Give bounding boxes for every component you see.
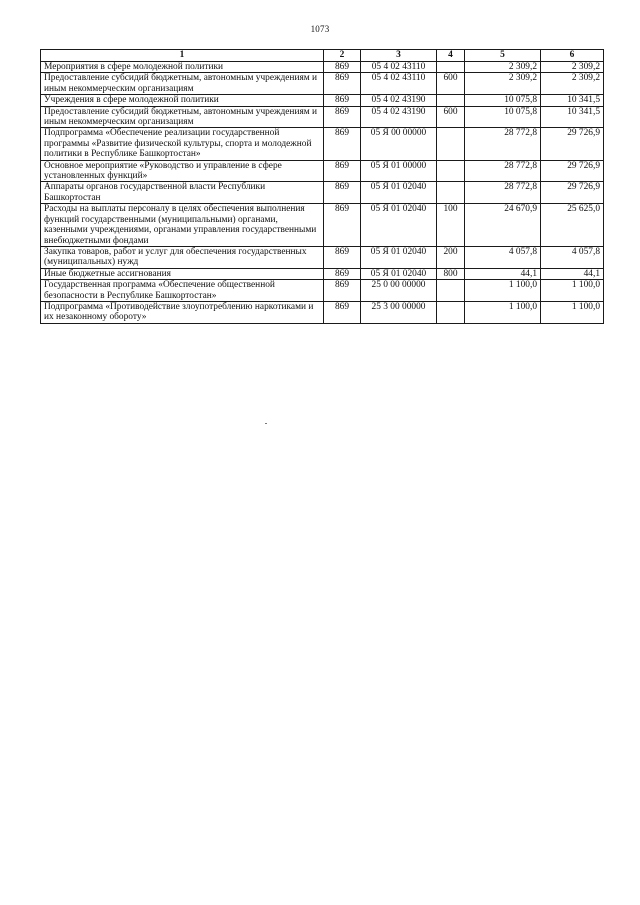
header-col-3: 3: [361, 50, 437, 62]
row-gr-cell: 869: [324, 62, 361, 73]
row-amount-1-cell: 10 075,8: [465, 95, 541, 106]
row-cs-cell: 05 Я 01 02040: [361, 268, 437, 279]
header-col-6: 6: [541, 50, 604, 62]
header-col-1: 1: [41, 50, 324, 62]
table-row: [41, 268, 604, 279]
row-cs-cell: 05 Я 01 00000: [361, 160, 437, 182]
row-amount-1-cell: 44,1: [465, 268, 541, 279]
table-row: [41, 62, 604, 73]
table-row: [41, 246, 604, 268]
row-gr-cell: 869: [324, 182, 361, 204]
row-vr-cell: [437, 160, 465, 182]
row-cs-cell: 05 Я 01 02040: [361, 204, 437, 247]
table-row: [41, 73, 604, 95]
row-cs-cell: 05 Я 01 02040: [361, 182, 437, 204]
header-col-5: 5: [465, 50, 541, 62]
row-cs-cell: 05 4 02 43190: [361, 95, 437, 106]
row-amount-1-cell: 4 057,8: [465, 246, 541, 268]
row-gr-cell: 869: [324, 280, 361, 302]
header-col-2: 2: [324, 50, 361, 62]
row-vr-cell: [437, 128, 465, 160]
row-vr-cell: [437, 62, 465, 73]
row-vr-cell: 800: [437, 268, 465, 279]
row-vr-cell: 100: [437, 204, 465, 247]
row-amount-2-cell: 4 057,8: [541, 246, 604, 268]
row-name-cell: Предоставление субсидий бюджетным, автономным учреждениям и иным некоммерческим организациям: [41, 73, 324, 95]
row-cs-cell: 05 4 02 43110: [361, 62, 437, 73]
budget-table: [40, 49, 604, 324]
row-name-cell: Подпрограмма «Обеспечение реализации государственной программы «Развитие физической культуры, спорта и молодежной политики в Республике Башкортостан»: [41, 128, 324, 160]
table-row: [41, 106, 604, 128]
row-name-cell: Учреждения в сфере молодежной политики: [41, 95, 324, 106]
row-vr-cell: 600: [437, 73, 465, 95]
row-name-cell: Аппараты органов государственной власти Республики Башкортостан: [41, 182, 324, 204]
row-name-cell: Государственная программа «Обеспечение общественной безопасности в Республике Башкортостан»: [41, 280, 324, 302]
row-cs-cell: 05 Я 00 00000: [361, 128, 437, 160]
table-row: [41, 95, 604, 106]
header-col-4: 4: [437, 50, 465, 62]
row-cs-cell: 25 0 00 00000: [361, 280, 437, 302]
row-name-cell: Основное мероприятие «Руководство и управление в сфере установленных функций»: [41, 160, 324, 182]
row-vr-cell: [437, 182, 465, 204]
row-amount-1-cell: 28 772,8: [465, 182, 541, 204]
row-amount-1-cell: 24 670,9: [465, 204, 541, 247]
row-gr-cell: 869: [324, 160, 361, 182]
table-row: [41, 280, 604, 302]
row-amount-1-cell: 2 309,2: [465, 62, 541, 73]
row-vr-cell: [437, 301, 465, 323]
row-cs-cell: 05 Я 01 02040: [361, 246, 437, 268]
row-gr-cell: 869: [324, 204, 361, 247]
table-row: [41, 182, 604, 204]
row-amount-2-cell: 1 100,0: [541, 280, 604, 302]
row-cs-cell: 05 4 02 43190: [361, 106, 437, 128]
row-amount-2-cell: 44,1: [541, 268, 604, 279]
row-amount-2-cell: 29 726,9: [541, 160, 604, 182]
row-cs-cell: 25 3 00 00000: [361, 301, 437, 323]
row-cs-cell: 05 4 02 43110: [361, 73, 437, 95]
table-row: [41, 204, 604, 247]
row-amount-2-cell: 10 341,5: [541, 95, 604, 106]
row-gr-cell: 869: [324, 73, 361, 95]
scan-speck: [265, 423, 267, 424]
row-vr-cell: [437, 95, 465, 106]
row-vr-cell: [437, 280, 465, 302]
row-vr-cell: 600: [437, 106, 465, 128]
row-amount-1-cell: 10 075,8: [465, 106, 541, 128]
row-gr-cell: 869: [324, 106, 361, 128]
row-amount-1-cell: 2 309,2: [465, 73, 541, 95]
row-gr-cell: 869: [324, 301, 361, 323]
row-amount-1-cell: 28 772,8: [465, 160, 541, 182]
row-amount-2-cell: 2 309,2: [541, 62, 604, 73]
page-number: 1073: [310, 24, 330, 34]
row-gr-cell: 869: [324, 246, 361, 268]
row-amount-2-cell: 2 309,2: [541, 73, 604, 95]
row-gr-cell: 869: [324, 128, 361, 160]
table-row: [41, 160, 604, 182]
row-name-cell: Предоставление субсидий бюджетным, автономным учреждениям и иным некоммерческим организациям: [41, 106, 324, 128]
row-amount-1-cell: 1 100,0: [465, 301, 541, 323]
row-vr-cell: 200: [437, 246, 465, 268]
row-name-cell: Расходы на выплаты персоналу в целях обеспечения выполнения функций государственными (муниципальными) органами, казенными учреждениями, органами управления государственными внебюджетными фондами: [41, 204, 324, 247]
row-name-cell: Иные бюджетные ассигнования: [41, 268, 324, 279]
row-amount-2-cell: 29 726,9: [541, 128, 604, 160]
row-amount-2-cell: 25 625,0: [541, 204, 604, 247]
table-body: [41, 62, 604, 324]
row-amount-1-cell: 1 100,0: [465, 280, 541, 302]
row-gr-cell: 869: [324, 95, 361, 106]
table-row: [41, 301, 604, 323]
row-name-cell: Закупка товаров, работ и услуг для обеспечения государственных (муниципальных) нужд: [41, 246, 324, 268]
row-amount-1-cell: 28 772,8: [465, 128, 541, 160]
header-row: [41, 50, 604, 62]
row-amount-2-cell: 10 341,5: [541, 106, 604, 128]
row-amount-2-cell: 1 100,0: [541, 301, 604, 323]
table-header: [41, 50, 604, 62]
row-name-cell: Подпрограмма «Противодействие злоупотреблению наркотиками и их незаконному обороту»: [41, 301, 324, 323]
row-gr-cell: 869: [324, 268, 361, 279]
table-row: [41, 128, 604, 160]
row-amount-2-cell: 29 726,9: [541, 182, 604, 204]
row-name-cell: Мероприятия в сфере молодежной политики: [41, 62, 324, 73]
